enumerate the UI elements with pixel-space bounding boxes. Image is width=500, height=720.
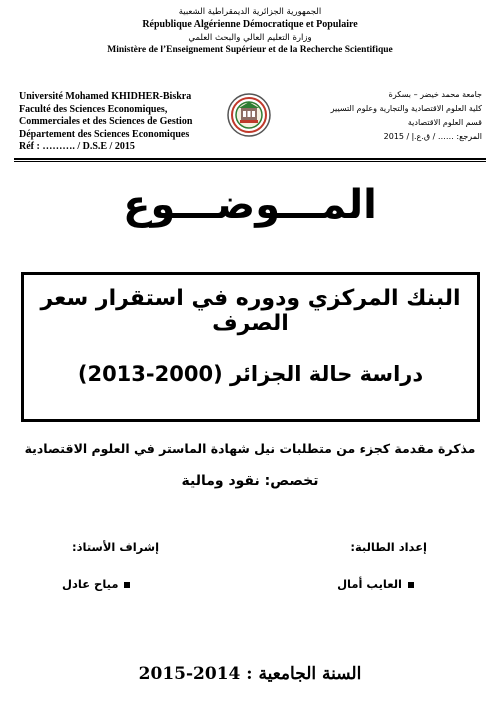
republic-french: République Algérienne Démocratique et Populaire [142, 19, 358, 30]
thesis-subtitle: دراسة حالة الجزائر (2000-2013) [77, 362, 424, 386]
university-name: Université Mohamed KHIDHER-Biskra [19, 91, 192, 102]
subject-heading: المـــوضـــوع [123, 182, 377, 228]
academic-year: السنة الجامعية : 2014-2015 [138, 664, 362, 684]
reference-number-ar: المرجع: …… / ق.ع.إ / 2015 [383, 132, 482, 141]
memo-description: مذكرة مقدمة كجزء من متطلبات نيل شهادة الماستر في العلوم الاقتصادية [24, 441, 476, 456]
header-divider-thin [14, 161, 486, 162]
student-name-text: العايب أمال [337, 577, 402, 591]
reference-number: Réf : ………. / D.S.E / 2015 [19, 141, 135, 152]
institution-arabic [292, 88, 482, 144]
department-name-ar: قسم العلوم الاقتصادية [407, 118, 482, 127]
supervisor-name-text: مياح عادل [62, 577, 119, 591]
supervisor-name [62, 577, 130, 591]
specialty: تخصص: نقود ومالية [181, 473, 319, 489]
institution-french [19, 91, 229, 154]
bullet-icon [124, 582, 130, 588]
faculty-name: Faculté des Sciences Economiques, [19, 103, 168, 115]
republic-arabic: الجمهورية الجزائرية الديمقراطية الشعبية [178, 7, 322, 17]
university-name-ar: جامعة محمد خيضر – بسكرة [388, 90, 482, 99]
bullet-icon [408, 582, 414, 588]
ministry-french: Ministère de l’Enseignement Supérieur et de la Recherche Scientifique [107, 45, 393, 55]
supervised-by-label: إشراف الأستاذ: [72, 540, 160, 554]
student-name [337, 577, 414, 591]
university-logo [226, 92, 272, 138]
faculty-name-ar: كلية العلوم الاقتصادية والتجارية وعلوم التسيير [330, 104, 482, 113]
department-name: Département des Sciences Economiques [19, 128, 190, 140]
faculty-name-cont: Commerciales et des Sciences de Gestion [19, 116, 193, 127]
prepared-by-label: إعداد الطالبة: [350, 540, 427, 554]
header-divider [14, 158, 486, 160]
document-header [0, 6, 500, 57]
ministry-arabic: وزارة التعليم العالي والبحث العلمي [188, 33, 312, 43]
thesis-title: البنك المركزي ودوره في استقرار سعر الصرف [40, 286, 461, 336]
